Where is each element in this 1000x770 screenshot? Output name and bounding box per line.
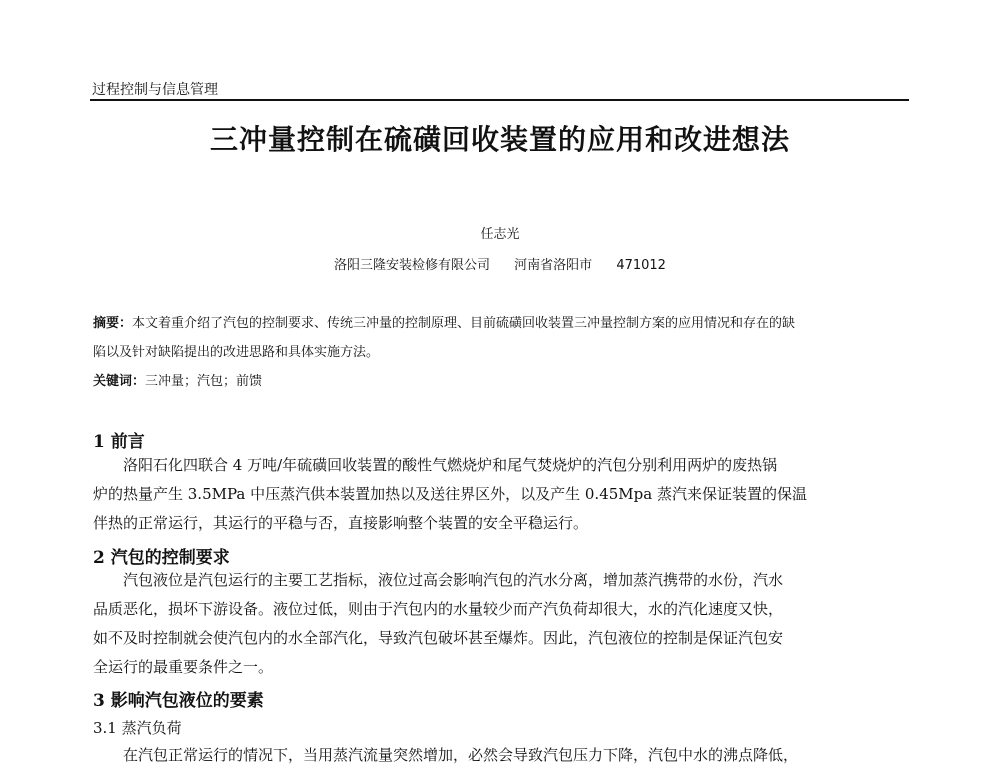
affiliation [0,254,1000,273]
paper-title: 三冲量控制在硫磺回收装置的应用和改进想法 [209,123,790,156]
subsection-heading-3-1: 3.1 蒸汽负荷 [93,719,182,737]
running-header: 过程控制与信息管理 [92,82,218,98]
abstract-line-1: 本文着重介绍了汽包的控制要求、传统三冲量的控制原理、目前硫磺回收装置三冲量控制方案的应用情况和存在的缺 [132,316,796,331]
header-rule [90,99,909,101]
section-3-partial-line: 在汽包正常运行的情况下，当用蒸汽流量突然增加，必然会导致汽包压力下降，汽包中水的沸点降低， [123,746,799,764]
section-3-partial-line-container [93,741,913,764]
section-2-line-2: 品质恶化，损坏下游设备。液位过低，则由于汽包内的水量较少而产汽负荷却很大，水的汽化速度又快， [93,600,784,618]
abstract-line-2: 陷以及针对缺陷提出的改进思路和具体实施方法。 [93,345,380,360]
affiliation-postcode: 471012 [616,258,666,273]
section-2-body [93,566,913,682]
keywords-text: 三冲量；汽包；前馈 [145,374,263,389]
keywords-label: 关键词： [93,374,146,389]
section-2-line-1: 汽包液位是汽包运行的主要工艺指标，液位过高会影响汽包的汽水分离，增加蒸汽携带的水份，汽水 [123,571,784,589]
section-2-line-3: 如不及时控制就会使汽包内的水全部汽化，导致汽包破坏甚至爆炸。因此，汽包液位的控制是保证汽包安 [93,629,784,647]
section-heading-1: 1 前言 [93,432,145,452]
abstract-label: 摘要： [93,316,133,331]
affiliation-location: 河南省洛阳市 [514,258,593,273]
section-heading-2: 2 汽包的控制要求 [93,548,230,568]
section-1-body [93,451,913,538]
section-1-line-2: 炉的热量产生 3.5MPa 中压蒸汽供本装置加热以及送往界区外，以及产生 0.45Mpa 蒸汽来保证装置的保温 [93,485,807,503]
section-1-line-1: 洛阳石化四联合 4 万吨/年硫磺回收装置的酸性气燃烧炉和尾气焚烧炉的汽包分别利用两炉的废热锅 [123,456,778,474]
author: 任志光 [480,227,520,242]
section-heading-3: 3 影响汽包液位的要素 [93,691,264,711]
section-2-line-4: 全运行的最重要条件之一。 [93,658,274,676]
section-1-line-3: 伴热的正常运行，其运行的平稳与否，直接影响整个装置的安全平稳运行。 [93,514,589,532]
affiliation-company: 洛阳三隆安装检修有限公司 [334,258,491,273]
abstract [93,309,915,396]
